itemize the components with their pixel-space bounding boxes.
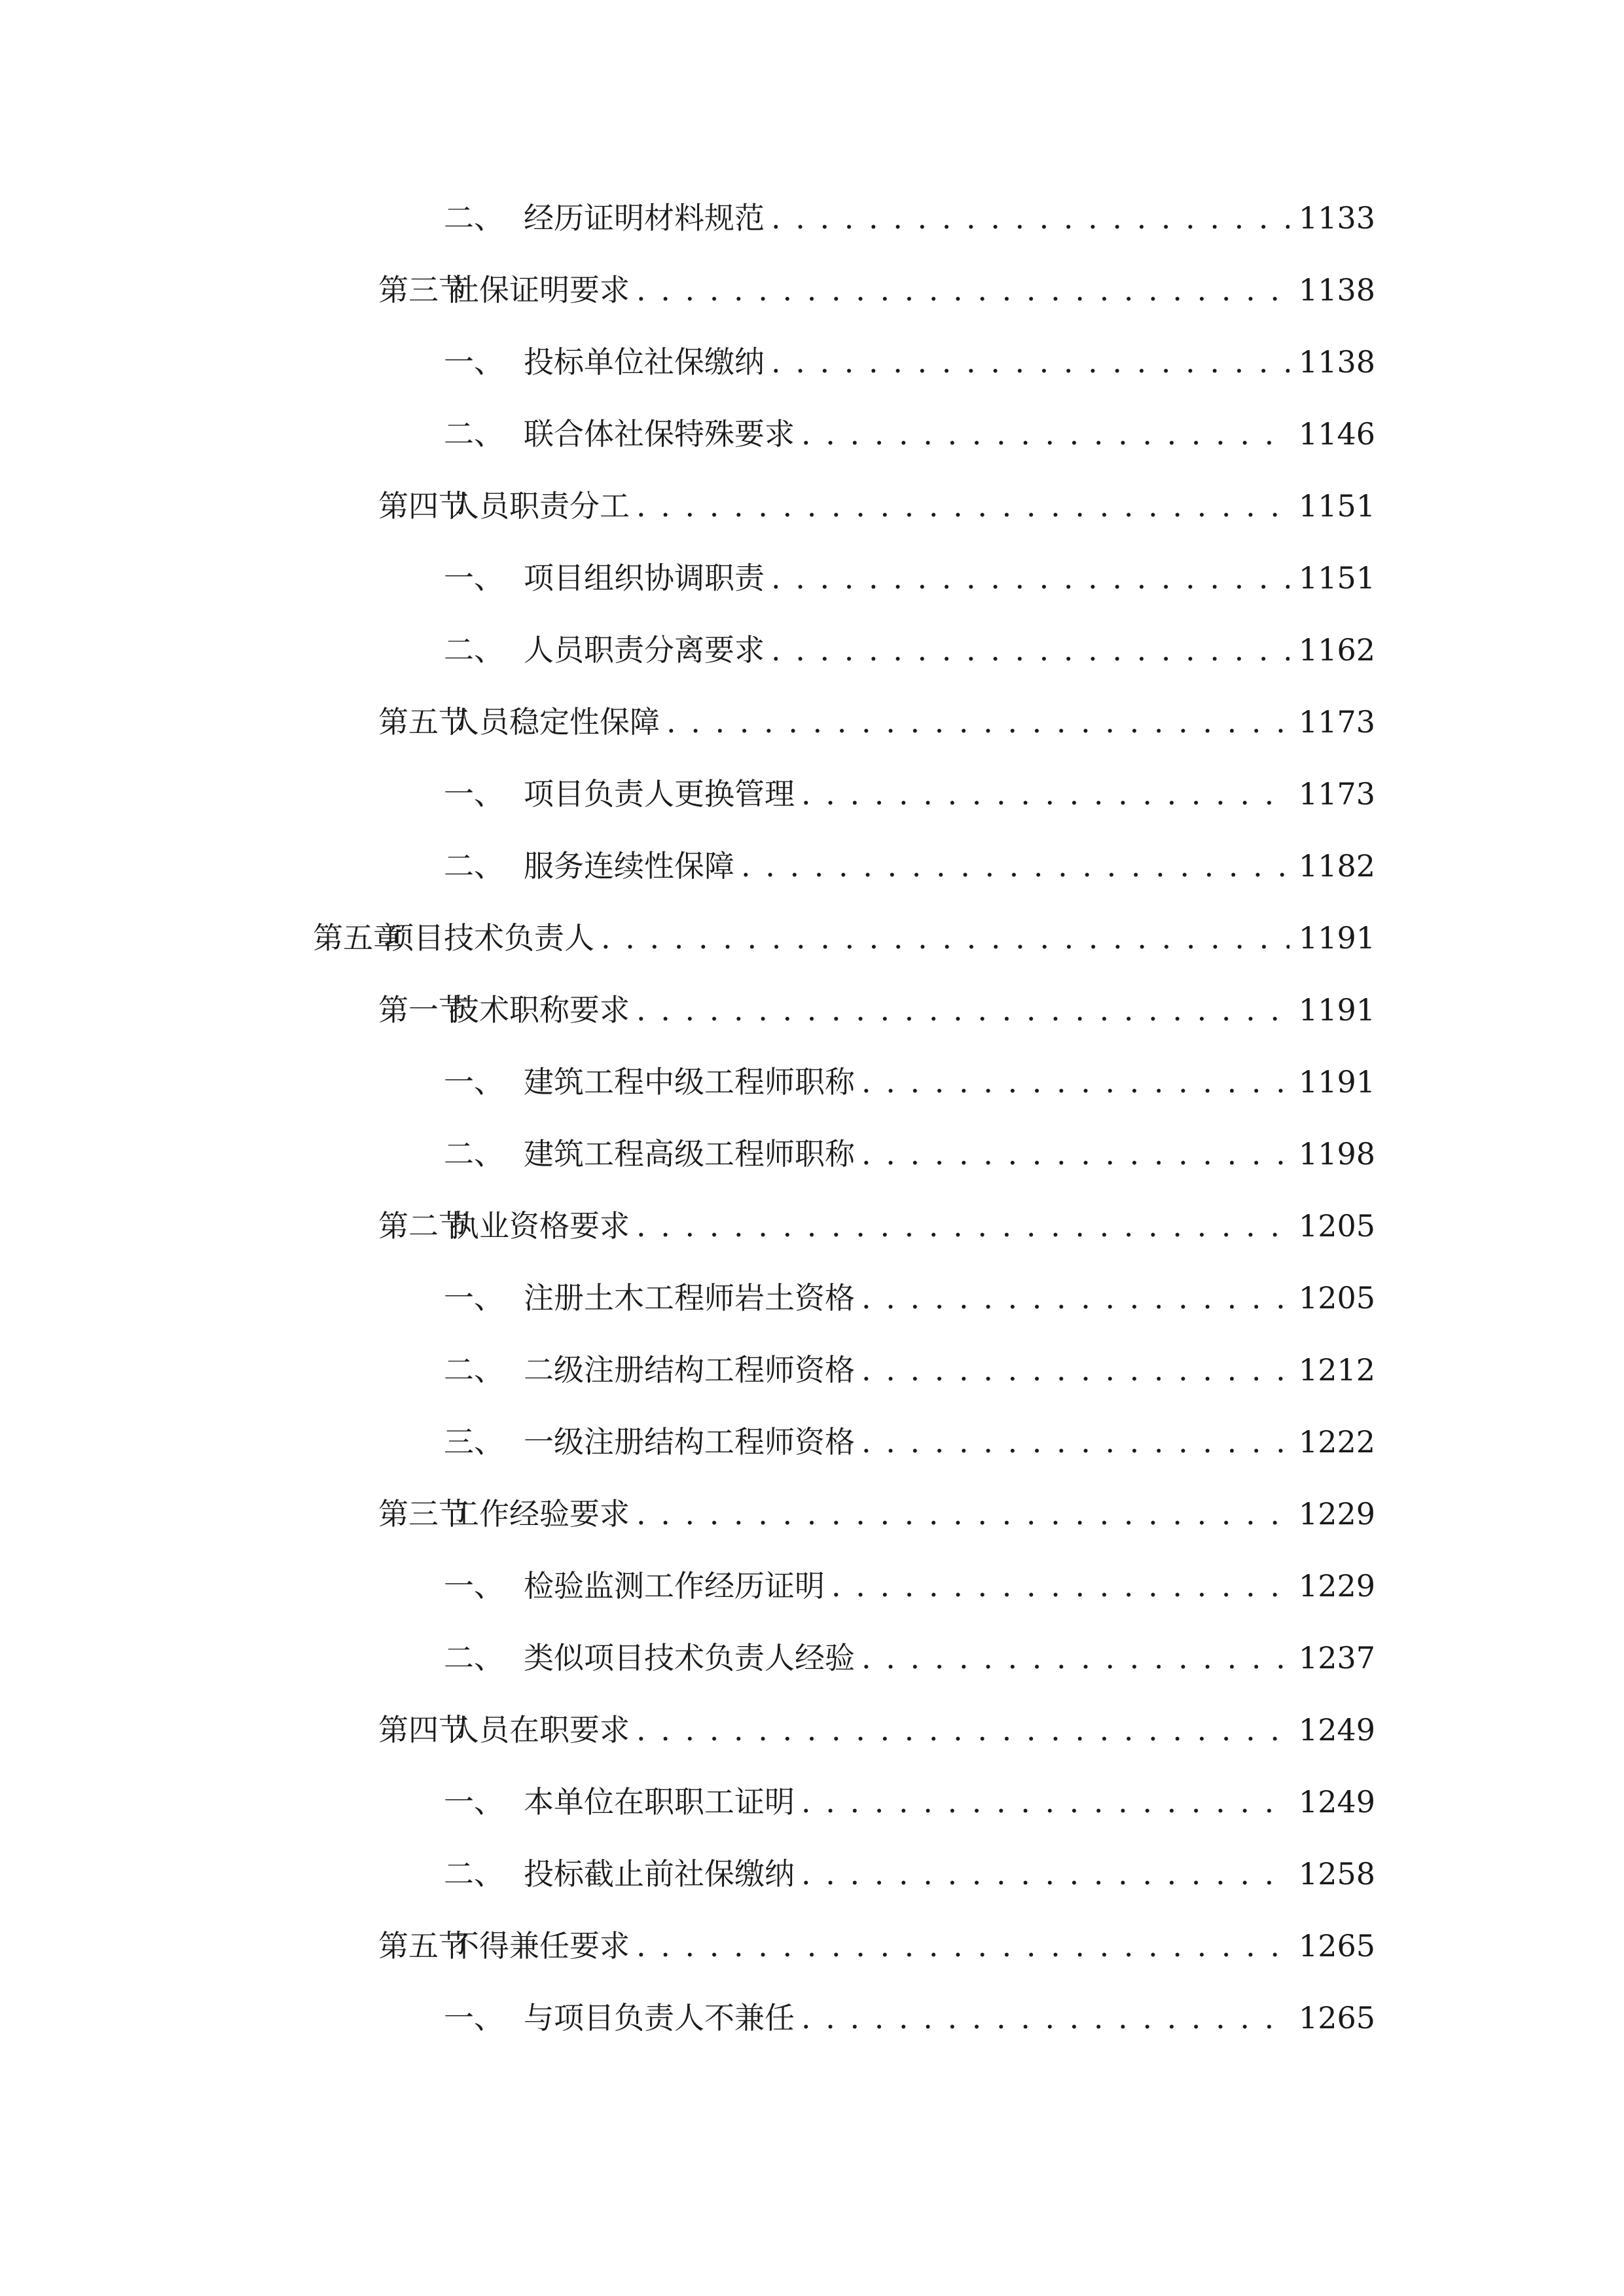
toc-entry-title: 服务连续性保障 <box>524 848 734 884</box>
toc-entry[interactable] <box>378 1491 1375 1537</box>
dot-leader <box>666 699 1290 745</box>
toc-entry[interactable] <box>378 1203 1375 1249</box>
toc-entry-number: 一、 <box>444 1064 504 1100</box>
toc-entry-number: 第五节 <box>378 704 469 740</box>
toc-entry[interactable] <box>444 1275 1375 1321</box>
toc-entry-page: 1162 <box>1298 632 1375 668</box>
dot-leader <box>801 411 1290 457</box>
toc-entry[interactable] <box>444 1851 1375 1897</box>
dot-leader <box>831 1563 1290 1609</box>
toc-entry-number: 第三节 <box>378 1496 469 1532</box>
toc-entry-title: 人员在职要求 <box>449 1712 630 1748</box>
toc-entry-page: 1222 <box>1298 1424 1375 1460</box>
toc-entry-title: 项目技术负责人 <box>384 920 594 956</box>
toc-entry[interactable] <box>444 1563 1375 1609</box>
dot-leader <box>771 339 1290 385</box>
toc-entry[interactable] <box>444 627 1375 673</box>
toc-entry-title: 一级注册结构工程师资格 <box>524 1424 855 1460</box>
toc-entry-title: 执业资格要求 <box>449 1208 630 1244</box>
toc-entry-page: 1205 <box>1298 1280 1375 1316</box>
toc-entry-number: 第四节 <box>378 1712 469 1748</box>
toc-entry-page: 1229 <box>1298 1496 1375 1532</box>
toc-entry[interactable] <box>378 483 1375 529</box>
toc-entry-number: 二、 <box>444 416 504 452</box>
toc-entry[interactable] <box>444 1059 1375 1105</box>
toc-entry[interactable] <box>378 987 1375 1033</box>
dot-leader <box>861 1635 1290 1681</box>
dot-leader <box>636 1923 1290 1969</box>
toc-entry-page: 1191 <box>1298 1064 1375 1100</box>
toc-entry-page: 1205 <box>1298 1208 1375 1244</box>
toc-entry[interactable] <box>444 1779 1375 1825</box>
toc-entry-title: 工作经验要求 <box>449 1496 630 1532</box>
toc-entry-page: 1265 <box>1298 2000 1375 2036</box>
toc-entry[interactable] <box>378 1923 1375 1969</box>
toc-entry[interactable] <box>313 915 1375 961</box>
dot-leader <box>636 483 1290 529</box>
toc-entry-page: 1191 <box>1298 920 1375 956</box>
dot-leader <box>636 1707 1290 1753</box>
dot-leader <box>861 1131 1290 1177</box>
toc-entry-page: 1249 <box>1298 1784 1375 1820</box>
dot-leader <box>771 555 1290 601</box>
toc-entry-page: 1173 <box>1298 776 1375 812</box>
toc-entry-title: 项目组织协调职责 <box>524 560 765 596</box>
toc-entry-page: 1146 <box>1298 416 1375 452</box>
dot-leader <box>861 1275 1290 1321</box>
toc-entry-title: 人员稳定性保障 <box>449 704 660 740</box>
toc-entry[interactable] <box>378 267 1375 313</box>
toc-entry[interactable] <box>378 699 1375 745</box>
toc-entry-page: 1133 <box>1298 200 1375 236</box>
toc-entry-title: 与项目负责人不兼任 <box>524 2000 795 2036</box>
toc-entry-page: 1265 <box>1298 1928 1375 1964</box>
toc-entry-number: 二、 <box>444 1856 504 1892</box>
toc-entry[interactable] <box>444 1635 1375 1681</box>
toc-entry-number: 三、 <box>444 1424 504 1460</box>
toc-entry-title: 注册土木工程师岩土资格 <box>524 1280 855 1316</box>
toc-entry-number: 第五章 <box>313 920 403 956</box>
toc-entry-page: 1151 <box>1298 560 1375 596</box>
dot-leader <box>636 1203 1290 1249</box>
dot-leader <box>801 1851 1290 1897</box>
toc-entry-number: 第一节 <box>378 992 469 1028</box>
toc-entry-number: 二、 <box>444 1640 504 1676</box>
dot-leader <box>636 267 1290 313</box>
dot-leader <box>861 1419 1290 1465</box>
toc-entry-title: 本单位在职职工证明 <box>524 1784 795 1820</box>
toc-entry-title: 建筑工程中级工程师职称 <box>524 1064 855 1100</box>
toc-entry[interactable] <box>444 771 1375 817</box>
dot-leader <box>741 843 1290 889</box>
dot-leader <box>801 1995 1290 2041</box>
toc-entry[interactable] <box>444 1347 1375 1393</box>
toc-entry-page: 1182 <box>1298 848 1375 884</box>
toc-entry-number: 二、 <box>444 632 504 668</box>
toc-entry-page: 1138 <box>1298 344 1375 380</box>
dot-leader <box>861 1347 1290 1393</box>
toc-entry-title: 投标单位社保缴纳 <box>524 344 765 380</box>
toc-entry-number: 一、 <box>444 776 504 812</box>
toc-entry-number: 一、 <box>444 1784 504 1820</box>
toc-entry-page: 1258 <box>1298 1856 1375 1892</box>
toc-entry[interactable] <box>444 411 1375 457</box>
toc-entry-title: 类似项目技术负责人经验 <box>524 1640 855 1676</box>
dot-leader <box>771 627 1290 673</box>
dot-leader <box>636 1491 1290 1537</box>
toc-entry-number: 二、 <box>444 200 504 236</box>
dot-leader <box>801 771 1290 817</box>
toc-entry-title: 建筑工程高级工程师职称 <box>524 1136 855 1172</box>
toc-entry-number: 二、 <box>444 848 504 884</box>
toc-entry-page: 1191 <box>1298 992 1375 1028</box>
toc-entry[interactable] <box>444 339 1375 385</box>
dot-leader <box>636 987 1290 1033</box>
toc-entry-number: 二、 <box>444 1136 504 1172</box>
toc-entry-number: 一、 <box>444 344 504 380</box>
toc-entry-number: 一、 <box>444 1568 504 1604</box>
dot-leader <box>861 1059 1290 1105</box>
toc-entry-title: 经历证明材料规范 <box>524 200 765 236</box>
toc-entry-page: 1151 <box>1298 488 1375 524</box>
toc-entry-page: 1198 <box>1298 1136 1375 1172</box>
toc-entry-title: 人员职责分离要求 <box>524 632 765 668</box>
toc-entry-title: 社保证明要求 <box>449 272 630 308</box>
dot-leader <box>771 195 1290 241</box>
toc-entry[interactable] <box>378 1707 1375 1753</box>
toc-entry-title: 技术职称要求 <box>449 992 630 1028</box>
toc-entry[interactable] <box>444 843 1375 889</box>
toc-entry-page: 1237 <box>1298 1640 1375 1676</box>
dot-leader <box>601 915 1290 961</box>
toc-entry[interactable] <box>444 1419 1375 1465</box>
toc-entry-page: 1249 <box>1298 1712 1375 1748</box>
toc-entry-number: 一、 <box>444 1280 504 1316</box>
toc-entry-title: 项目负责人更换管理 <box>524 776 795 812</box>
toc-entry-title: 联合体社保特殊要求 <box>524 416 795 452</box>
toc-entry-number: 第二节 <box>378 1208 469 1244</box>
toc-entry[interactable] <box>444 1131 1375 1177</box>
toc-entry-title: 投标截止前社保缴纳 <box>524 1856 795 1892</box>
toc-entry-page: 1173 <box>1298 704 1375 740</box>
toc-entry-title: 人员职责分工 <box>449 488 630 524</box>
toc-entry[interactable] <box>444 555 1375 601</box>
dot-leader <box>801 1779 1290 1825</box>
toc-entry[interactable] <box>444 195 1375 241</box>
toc-entry-number: 一、 <box>444 2000 504 2036</box>
toc-entry-number: 二、 <box>444 1352 504 1388</box>
toc-entry-number: 第五节 <box>378 1928 469 1964</box>
toc-entry[interactable] <box>444 1995 1375 2041</box>
toc-entry-title: 不得兼任要求 <box>449 1928 630 1964</box>
toc-entry-number: 一、 <box>444 560 504 596</box>
toc-entry-number: 第三节 <box>378 272 469 308</box>
toc-entry-page: 1138 <box>1298 272 1375 308</box>
toc-entry-page: 1212 <box>1298 1352 1375 1388</box>
toc-entry-title: 检验监测工作经历证明 <box>524 1568 825 1604</box>
toc-entry-page: 1229 <box>1298 1568 1375 1604</box>
toc-entry-title: 二级注册结构工程师资格 <box>524 1352 855 1388</box>
toc-entry-number: 第四节 <box>378 488 469 524</box>
